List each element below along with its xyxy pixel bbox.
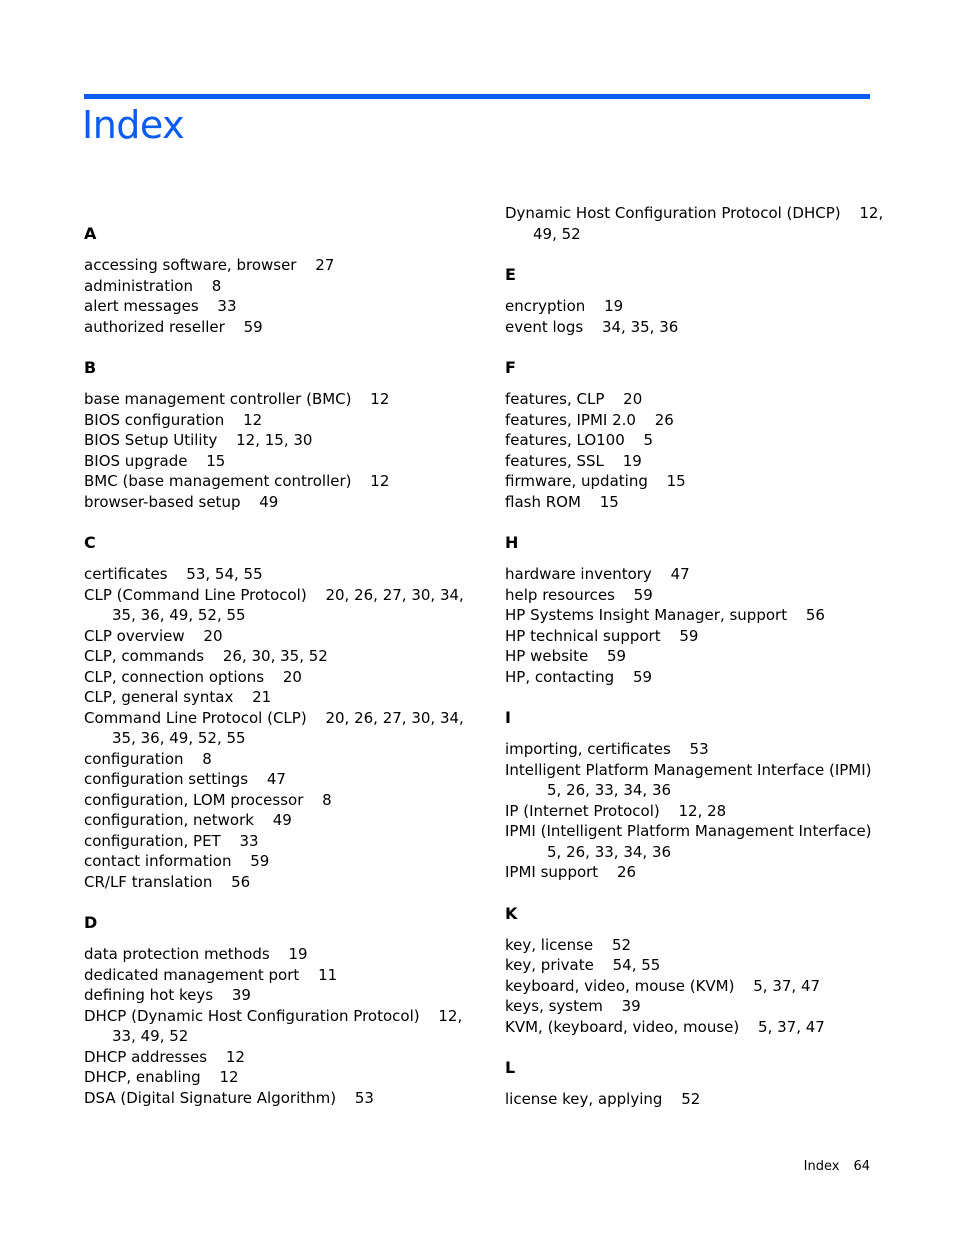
- index-entry: [505, 296, 885, 317]
- index-entry: [84, 851, 464, 872]
- index-term: Command Line Protocol (CLP): [84, 708, 307, 727]
- index-entry: [84, 451, 464, 472]
- index-entry: [84, 410, 464, 431]
- section-letter: D: [84, 913, 98, 932]
- index-page-refs[interactable]: 12: [225, 1047, 245, 1066]
- index-term: IP (Internet Protocol): [505, 801, 660, 820]
- index-section: [505, 1058, 885, 1110]
- section-letter: F: [505, 358, 516, 377]
- index-entry: [84, 255, 464, 276]
- index-term: authorized reseller: [84, 317, 225, 336]
- index-entry: [505, 862, 885, 883]
- index-term: features, LO100: [505, 431, 625, 449]
- index-term: DHCP addresses: [84, 1047, 208, 1066]
- index-page-refs[interactable]: 27: [315, 256, 335, 274]
- index-entry: [505, 605, 885, 626]
- index-entry: [505, 821, 885, 862]
- index-page-refs[interactable]: 59: [243, 317, 263, 336]
- index-page-refs[interactable]: 11: [318, 965, 338, 984]
- index-page-refs[interactable]: 33: [239, 831, 259, 850]
- index-term: CLP overview: [84, 626, 185, 645]
- index-page-refs[interactable]: 15: [206, 451, 226, 470]
- index-entry: [84, 831, 464, 852]
- index-term: hardware inventory: [505, 565, 652, 583]
- index-term: configuration, network: [84, 811, 254, 829]
- index-page-refs[interactable]: 53: [689, 740, 709, 758]
- index-entry: [84, 667, 464, 688]
- index-page-refs[interactable]: 5, 26, 33, 34, 36: [547, 842, 672, 861]
- index-term: keys, system: [505, 997, 603, 1015]
- index-entry: [84, 1067, 464, 1088]
- index-page-refs[interactable]: 53: [354, 1088, 374, 1107]
- index-entry: [505, 667, 885, 688]
- index-term: CLP, connection options: [84, 667, 265, 686]
- index-term: configuration, LOM processor: [84, 790, 304, 809]
- index-entry: [84, 769, 464, 790]
- index-entry: [84, 430, 464, 451]
- index-entry: [505, 801, 885, 822]
- section-letter: B: [84, 358, 97, 377]
- index-term: event logs: [505, 317, 584, 336]
- index-term: keyboard, video, mouse (KVM): [505, 976, 735, 995]
- index-term: HP website: [505, 647, 589, 665]
- index-section: [84, 358, 464, 512]
- index-term: BIOS upgrade: [84, 451, 188, 470]
- index-term: features, SSL: [505, 451, 604, 470]
- index-entry: [505, 996, 885, 1017]
- index-term: IPMI support: [505, 863, 599, 881]
- index-term: configuration, PET: [84, 831, 221, 850]
- index-entry: [84, 1006, 464, 1047]
- index-entry: [505, 739, 885, 760]
- index-entry: [505, 451, 885, 472]
- index-page-refs[interactable]: 53, 54, 55: [186, 565, 263, 583]
- index-term: base management controller (BMC): [84, 390, 352, 408]
- index-page-refs[interactable]: 33: [217, 297, 237, 315]
- index-page-refs[interactable]: 56: [231, 872, 251, 891]
- index-page-refs[interactable]: 26: [616, 863, 637, 881]
- index-term: Dynamic Host Configuration Protocol (DHCP): [505, 204, 841, 222]
- index-page-refs[interactable]: 12: [219, 1068, 239, 1086]
- index-section: [505, 904, 885, 1038]
- index-term: browser-based setup: [84, 492, 241, 511]
- index-term: features, CLP: [505, 390, 605, 408]
- index-term: configuration settings: [84, 770, 249, 788]
- index-entry: [505, 492, 885, 513]
- index-page-refs[interactable]: 20, 26, 27, 30, 34, 35, 36, 49, 52, 55: [112, 708, 464, 747]
- index-page-refs[interactable]: 20, 26, 27, 30, 34, 35, 36, 49, 52, 55: [112, 585, 464, 624]
- index-page-refs[interactable]: 26, 30, 35, 52: [222, 647, 328, 665]
- footer-label: Index: [803, 1159, 840, 1174]
- page-title: Index: [82, 103, 185, 147]
- index-page-refs[interactable]: 12, 15, 30: [236, 431, 313, 449]
- index-term: help resources: [505, 585, 615, 604]
- section-letter: L: [505, 1058, 516, 1077]
- index-page-refs[interactable]: 59: [606, 647, 627, 665]
- index-term: Intelligent Platform Management Interface (IPMI): [505, 760, 872, 779]
- index-section: [84, 533, 464, 892]
- index-page-refs[interactable]: 19: [288, 945, 308, 963]
- section-letter: C: [84, 533, 96, 552]
- index-term: administration: [84, 276, 193, 295]
- index-term: BIOS configuration: [84, 410, 225, 429]
- index-term: CLP, general syntax: [84, 688, 234, 706]
- index-term: HP technical support: [505, 626, 661, 645]
- index-page-refs[interactable]: 52: [611, 935, 632, 954]
- index-page-refs[interactable]: 54, 55: [612, 956, 661, 974]
- index-page-refs[interactable]: 8: [202, 749, 212, 768]
- index-term: encryption: [505, 297, 586, 315]
- index-entry: [505, 317, 885, 338]
- index-term: BIOS Setup Utility: [84, 431, 218, 449]
- index-term: flash ROM: [505, 492, 581, 511]
- index-section: [505, 533, 885, 687]
- index-entry: [505, 1089, 885, 1110]
- index-entry: [84, 471, 464, 492]
- index-page-refs[interactable]: 47: [670, 565, 690, 583]
- index-page-refs[interactable]: 39: [621, 997, 641, 1015]
- index-page-refs[interactable]: 20: [203, 626, 223, 645]
- index-page-refs[interactable]: 59: [632, 667, 653, 686]
- index-page-refs[interactable]: 59: [633, 585, 653, 604]
- index-page-refs[interactable]: 59: [679, 626, 699, 645]
- index-page-refs[interactable]: 47: [266, 770, 286, 788]
- index-page-refs[interactable]: 5, 37, 47: [758, 1017, 825, 1036]
- index-page-refs[interactable]: 15: [666, 472, 686, 490]
- index-page-refs[interactable]: 12, 28: [678, 801, 727, 820]
- index-term: contact information: [84, 852, 232, 870]
- index-entry: [505, 760, 885, 801]
- index-term: configuration: [84, 749, 184, 768]
- index-page-refs[interactable]: 5, 37, 47: [753, 976, 821, 995]
- title-rule: [84, 94, 870, 99]
- index-term: defining hot keys: [84, 986, 214, 1004]
- index-term: DSA (Digital Signature Algorithm): [84, 1088, 337, 1107]
- index-entry: [505, 410, 885, 431]
- index-term: importing, certificates: [505, 740, 671, 758]
- index-page-refs[interactable]: 21: [252, 688, 272, 706]
- index-entry: [84, 749, 464, 770]
- index-term: CR/LF translation: [84, 872, 213, 891]
- index-entry: [84, 708, 464, 749]
- index-term: KVM, (keyboard, video, mouse): [505, 1017, 740, 1036]
- index-page-refs[interactable]: 5, 26, 33, 34, 36: [547, 781, 672, 799]
- index-page-refs[interactable]: 8: [211, 276, 222, 295]
- index-entry: [505, 430, 885, 451]
- index-entry: [505, 976, 885, 997]
- index-page-refs[interactable]: 12, 33, 49, 52: [112, 1006, 463, 1045]
- index-term: CLP (Command Line Protocol): [84, 585, 307, 604]
- index-entry: [84, 1088, 464, 1109]
- index-term: BMC (base management controller): [84, 472, 352, 490]
- index-term: DHCP, enabling: [84, 1068, 201, 1086]
- index-page-refs[interactable]: 20: [282, 667, 302, 686]
- index-entry: [84, 626, 464, 647]
- index-page-refs[interactable]: 5: [643, 431, 654, 449]
- index-section: [84, 913, 464, 1108]
- index-page-refs[interactable]: 59: [250, 852, 270, 870]
- index-section: [505, 265, 885, 337]
- index-section: [505, 203, 885, 244]
- index-term: features, IPMI 2.0: [505, 410, 636, 429]
- index-entry: [84, 317, 464, 338]
- index-term: firmware, updating: [505, 472, 648, 490]
- index-page-refs[interactable]: 12: [370, 390, 390, 408]
- index-page-refs[interactable]: 20: [623, 390, 643, 408]
- index-entry: [505, 626, 885, 647]
- index-term: DHCP (Dynamic Host Configuration Protocol): [84, 1006, 420, 1025]
- index-entry: [505, 646, 885, 667]
- index-term: certificates: [84, 565, 168, 583]
- index-term: CLP, commands: [84, 647, 205, 665]
- index-section: [505, 358, 885, 512]
- page-footer: [804, 1158, 870, 1176]
- index-entry: [505, 203, 885, 244]
- index-term: IPMI (Intelligent Platform Management Interface): [505, 822, 872, 840]
- index-term: accessing software, browser: [84, 256, 297, 274]
- index-column-right: [505, 203, 885, 1110]
- section-letter: H: [505, 533, 519, 552]
- index-entry: [84, 296, 464, 317]
- index-entry: [84, 790, 464, 811]
- footer-page-number: 64: [853, 1159, 870, 1174]
- index-section: [84, 224, 464, 337]
- section-letter: I: [505, 708, 511, 727]
- index-term: key, private: [505, 956, 594, 974]
- index-term: data protection methods: [84, 945, 270, 963]
- index-page-refs[interactable]: 39: [231, 986, 251, 1004]
- index-entry: [84, 965, 464, 986]
- index-term: HP, contacting: [505, 667, 615, 686]
- section-letter: E: [505, 265, 516, 284]
- index-page-refs[interactable]: 49: [272, 811, 292, 829]
- index-section: [505, 708, 885, 883]
- index-page-refs[interactable]: 12: [370, 472, 390, 490]
- index-page-refs[interactable]: 34, 35, 36: [601, 317, 679, 336]
- index-entry: [84, 872, 464, 893]
- index-entry: [84, 276, 464, 297]
- index-page-refs[interactable]: 56: [805, 606, 825, 624]
- index-term: dedicated management port: [84, 965, 300, 984]
- index-entry: [84, 564, 464, 585]
- index-page-refs[interactable]: 8: [322, 790, 332, 809]
- index-page-refs[interactable]: 12, 49, 52: [533, 204, 884, 243]
- index-entry: [505, 955, 885, 976]
- index-entry: [84, 944, 464, 965]
- index-term: license key, applying: [505, 1090, 663, 1108]
- index-page-refs[interactable]: 49: [259, 492, 279, 511]
- index-page-refs[interactable]: 19: [604, 297, 624, 315]
- index-entry: [84, 492, 464, 513]
- index-entry: [84, 985, 464, 1006]
- index-entry: [84, 687, 464, 708]
- index-entry: [84, 1047, 464, 1068]
- index-entry: [84, 646, 464, 667]
- index-entry: [84, 810, 464, 831]
- index-page-refs[interactable]: 15: [599, 492, 619, 511]
- index-page-refs[interactable]: 12: [243, 410, 263, 429]
- index-entry: [505, 564, 885, 585]
- index-entry: [505, 935, 885, 956]
- index-entry: [505, 1017, 885, 1038]
- index-term: key, license: [505, 935, 594, 954]
- index-page-refs[interactable]: 52: [681, 1090, 701, 1108]
- section-letter: K: [505, 903, 518, 923]
- index-column-left: [84, 203, 464, 1108]
- index-term: alert messages: [84, 297, 199, 315]
- index-page-refs[interactable]: 26: [654, 410, 674, 429]
- section-letter: A: [84, 224, 97, 243]
- index-entry: [505, 471, 885, 492]
- index-entry: [84, 389, 464, 410]
- index-term: HP Systems Insight Manager, support: [505, 606, 788, 624]
- index-page-refs[interactable]: 19: [622, 451, 642, 470]
- index-entry: [505, 389, 885, 410]
- index-entry: [505, 585, 885, 606]
- index-entry: [84, 585, 464, 626]
